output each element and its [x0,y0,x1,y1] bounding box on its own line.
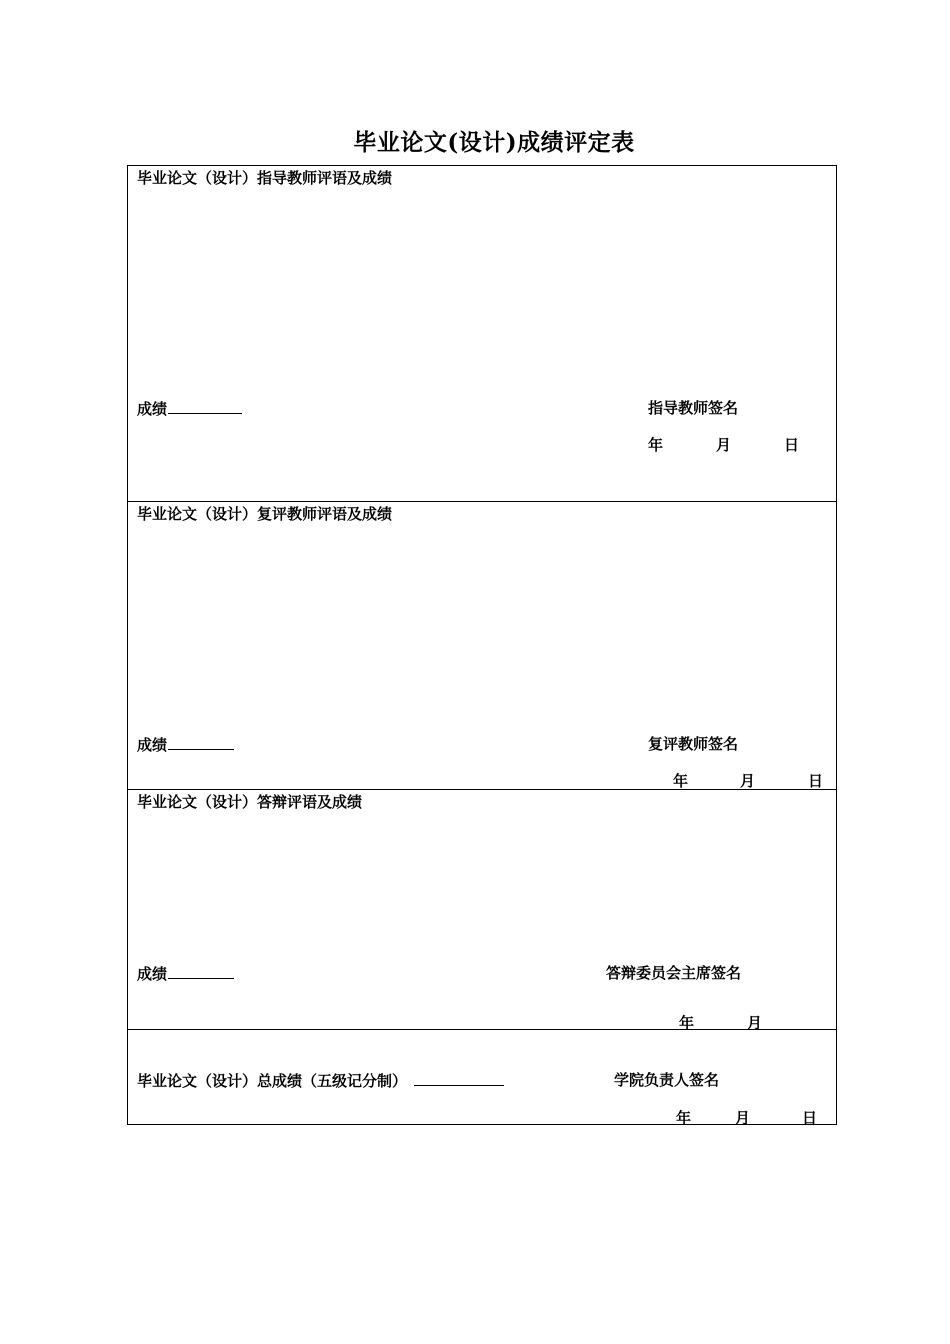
section-divider [128,501,836,502]
form-title: 毕业论文(设计)成绩评定表 [353,129,635,156]
defense-grade-label: 成绩 [137,965,168,983]
dean-signature-label: 学院负责人签名 [614,1071,720,1089]
advisor-date-day: 日 [784,436,800,454]
total-grade-field[interactable] [137,1071,504,1090]
reviewer-grade-blank[interactable] [168,735,234,750]
reviewer-date-year: 年 [673,772,689,790]
section-divider [128,789,836,790]
defense-grade-blank[interactable] [168,964,234,979]
dean-date-day: 日 [802,1109,818,1127]
advisor-date-year: 年 [648,436,664,454]
reviewer-grade-label: 成绩 [137,736,168,754]
dean-date-month: 月 [735,1109,751,1127]
total-section-heading: 毕业论文（设计）总成绩（五级记分制） [137,1072,408,1090]
evaluation-form [127,165,837,1125]
advisor-section-heading: 毕业论文（设计）指导教师评语及成绩 [137,169,393,187]
advisor-grade-field[interactable] [137,399,242,418]
reviewer-date-month: 月 [740,772,756,790]
defense-date-month: 月 [747,1014,763,1032]
reviewer-section-heading: 毕业论文（设计）复评教师评语及成绩 [137,505,393,523]
total-grade-blank[interactable] [414,1071,504,1086]
dean-date-year: 年 [676,1109,692,1127]
defense-section-heading: 毕业论文（设计）答辩评语及成绩 [137,793,363,811]
defense-date-year: 年 [679,1014,695,1032]
reviewer-signature-label: 复评教师签名 [648,735,739,753]
reviewer-date-day: 日 [808,772,824,790]
defense-grade-field[interactable] [137,964,234,983]
defense-signature-label: 答辩委员会主席签名 [606,964,742,982]
advisor-signature-label: 指导教师签名 [648,399,739,417]
advisor-grade-blank[interactable] [168,399,242,414]
advisor-date-month: 月 [716,436,732,454]
reviewer-grade-field[interactable] [137,735,234,754]
section-divider [128,1029,836,1030]
advisor-grade-label: 成绩 [137,400,168,418]
